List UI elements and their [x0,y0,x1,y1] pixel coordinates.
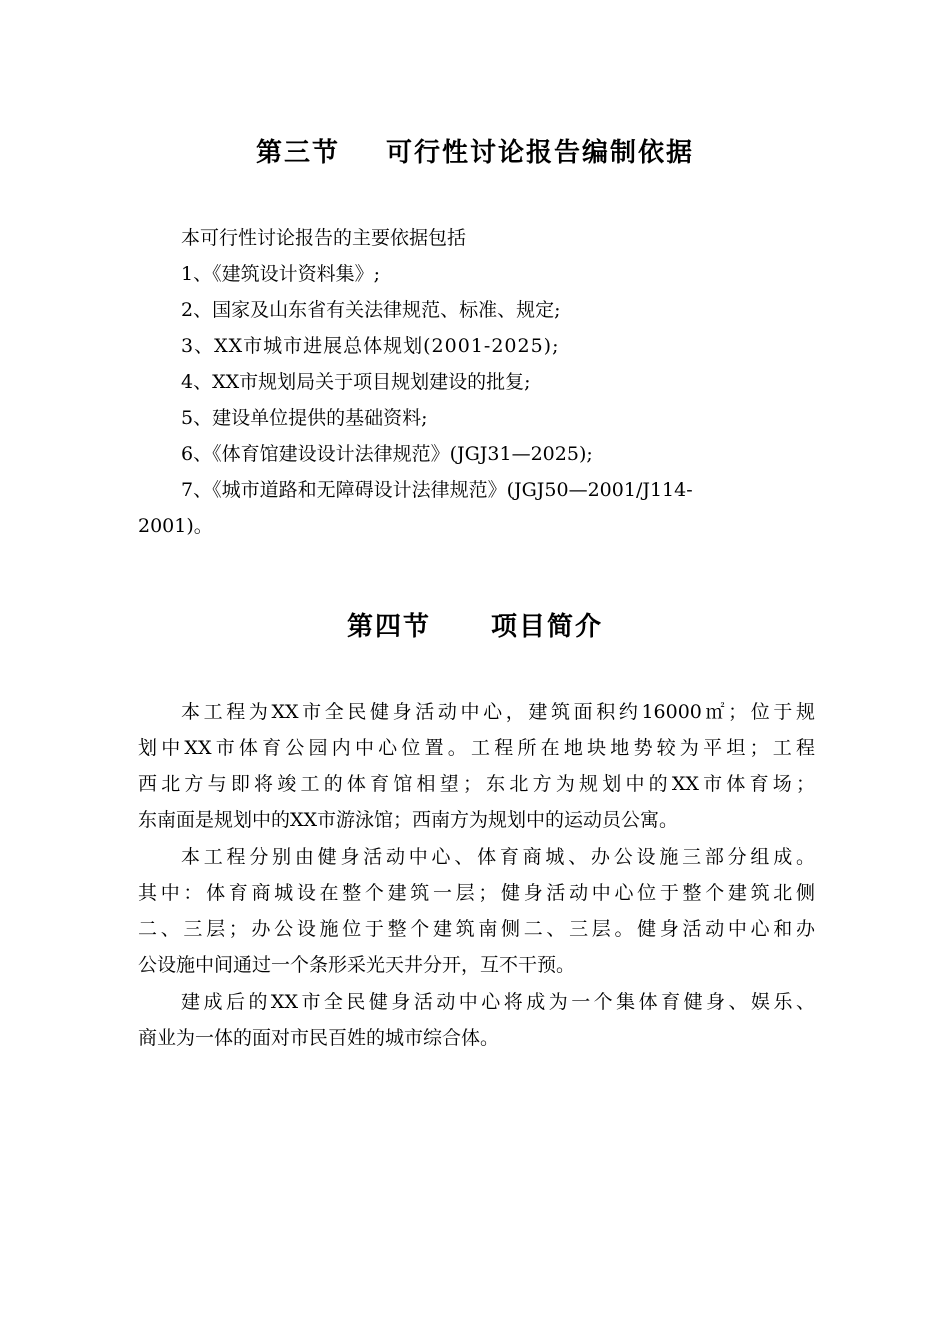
section3-title: 可行性讨论报告编制依据 [386,138,695,168]
basis-item-7: 7、《城市道路和无障碍设计法律规范》(JGJ50—2001/J114- [181,479,693,501]
paragraph-line: 公设施中间通过一个条形采光天井分开，互不干预。 [138,954,576,976]
paragraph-line: 东南面是规划中的XX市游泳馆；西南方为规划中的运动员公寓。 [138,809,679,831]
section4-label: 第四节 [346,612,431,642]
basis-item-7-continued: 2001)。 [138,515,213,537]
paragraph-line: 二、三层；办公设施位于整个建筑南侧二、三层。健身活动中心和办 [138,918,815,940]
paragraph-line: 本工程分别由健身活动中心、体育商城、办公设施三部分组成。 [181,846,815,868]
section3-label: 第三节 [255,138,340,168]
paragraph-line: 其中：体育商城设在整个建筑一层；健身活动中心位于整个建筑北侧 [138,882,815,904]
paragraph-line: 本工程为XX市全民健身活动中心，建筑面积约16000㎡；位于规 [181,701,815,723]
paragraph-line: 西北方与即将竣工的体育馆相望；东北方为规划中的XX市体育场； [138,773,815,795]
section3-intro: 本可行性讨论报告的主要依据包括 [181,227,467,249]
basis-item-4: 4、XX市规划局关于项目规划建设的批复; [181,371,531,393]
paragraph-line: 划中XX市体育公园内中心位置。工程所在地块地势较为平坦；工程 [138,737,815,759]
basis-item-6: 6、《体育馆建设设计法律规范》(JGJ31—2025); [181,443,593,465]
basis-item-2: 2、国家及山东省有关法律规范、标准、规定; [181,299,561,321]
section4-title: 项目简介 [491,612,604,642]
section4-heading [0,606,950,643]
basis-item-3: 3、XX市城市进展总体规划(2001-2025); [181,335,560,357]
paragraph-line: 商业为一体的面对市民百姓的城市综合体。 [138,1027,500,1049]
paragraph-line: 建成后的XX市全民健身活动中心将成为一个集体育健身、娱乐、 [181,991,815,1013]
basis-item-1: 1、《建筑设计资料集》; [181,263,380,285]
basis-item-5: 5、建设单位提供的基础资料; [181,407,428,429]
section3-heading [0,132,950,169]
